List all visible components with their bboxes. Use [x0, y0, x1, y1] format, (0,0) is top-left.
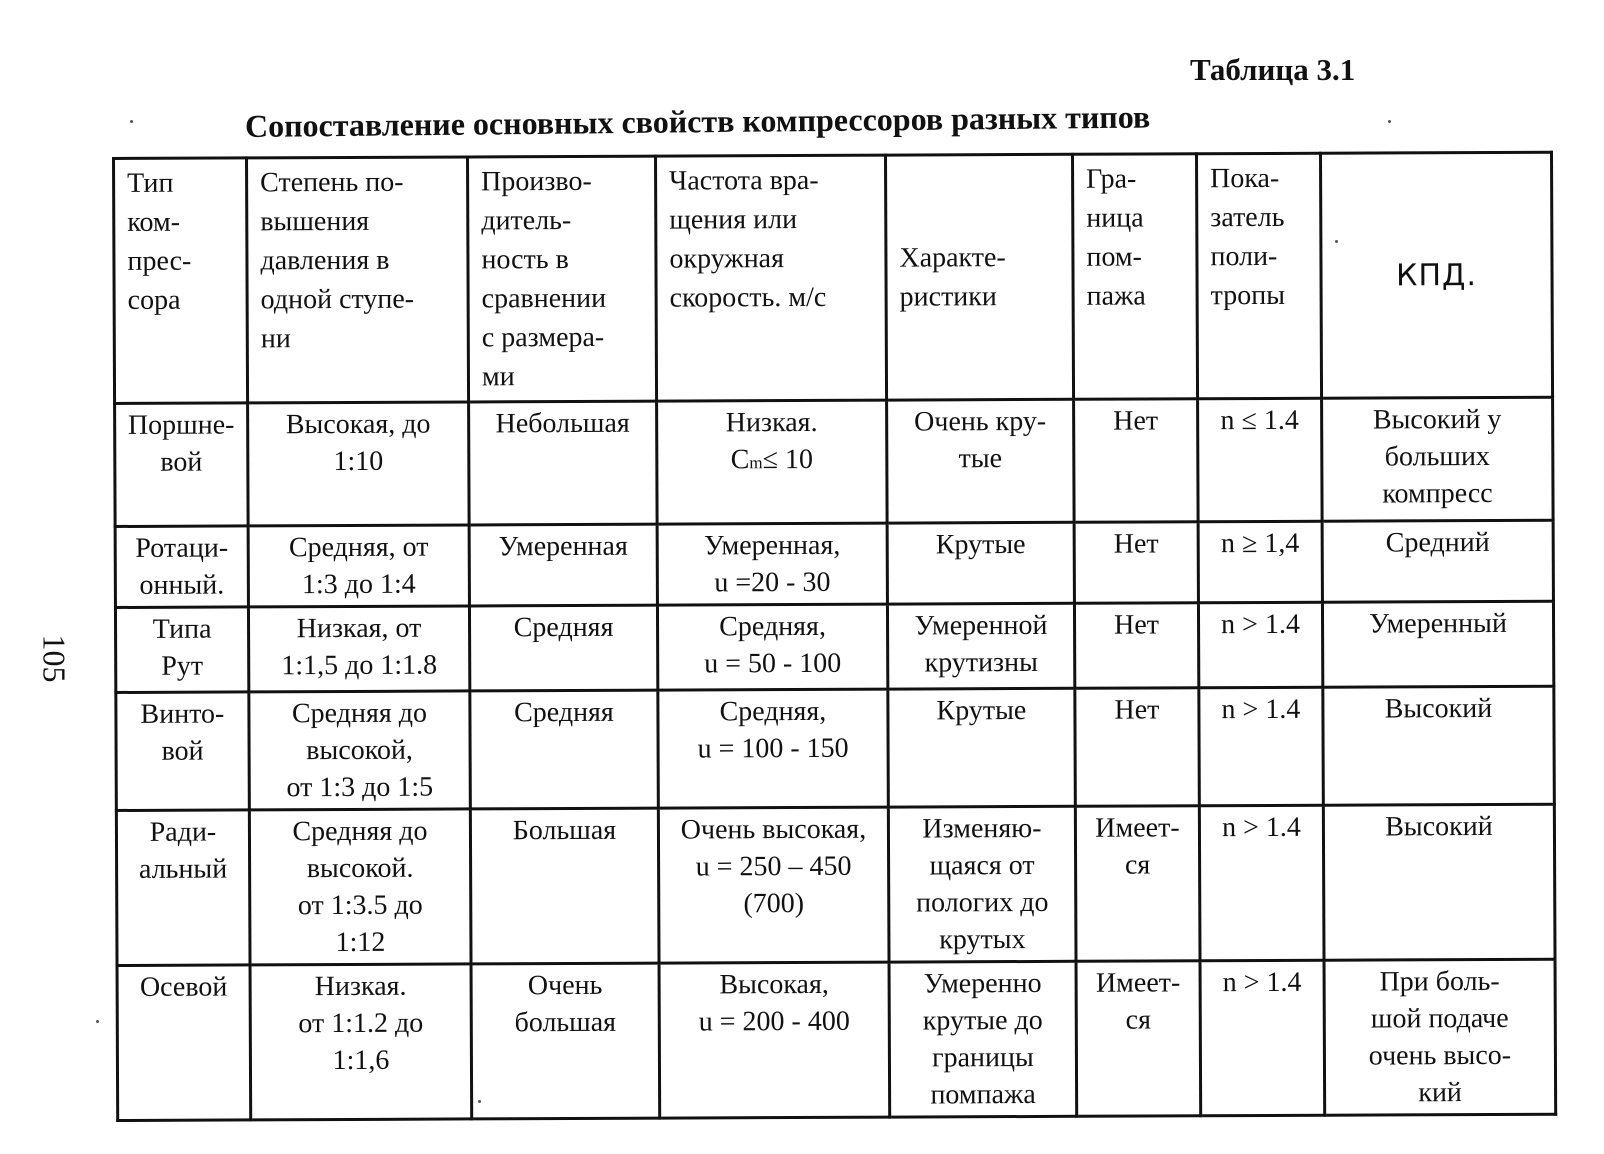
cell-surge-limit: Имеет- ся [1075, 806, 1200, 962]
cell-characteristics: Крутые [888, 688, 1076, 807]
table-row [115, 397, 1554, 526]
cell-polytropic-index: n > 1.4 [1199, 687, 1324, 806]
cell-polytropic-index: n > 1.4 [1199, 805, 1324, 961]
header-compressor-type: Тип ком- прес- сора [114, 158, 248, 404]
table-row [116, 804, 1555, 965]
cell-capacity: Очень большая [471, 963, 660, 1119]
cell-efficiency: Высокий у больших компресс [1322, 397, 1554, 521]
cell-characteristics: Очень кру- тые [887, 399, 1075, 523]
table-row [115, 520, 1553, 607]
cell-pressure-ratio: Низкая, от 1:1,5 до 1:1.8 [248, 606, 469, 692]
cell-type: Осевой [117, 965, 251, 1121]
scan-speck [130, 120, 133, 123]
cell-capacity: Небольшая [469, 401, 658, 525]
compressor-comparison-table [112, 151, 1557, 1122]
cell-type: Типа Рут [115, 607, 248, 693]
header-pressure-ratio: Степень по- вышения давления в одной ступе- ни [247, 157, 469, 403]
cell-speed: Очень высокая, u = 250 – 450 (700) [658, 807, 889, 963]
cell-surge-limit: Нет [1075, 688, 1200, 807]
cell-type: Поршне- вой [115, 403, 249, 527]
cell-efficiency: Высокий [1323, 804, 1555, 960]
cell-efficiency: Высокий [1323, 686, 1555, 805]
cell-characteristics: Умеренно крутые до границы помпажа [889, 961, 1077, 1117]
header-polytropic-index: Пока- затель поли- тропы [1196, 153, 1321, 399]
cell-polytropic-index: n > 1.4 [1198, 602, 1322, 688]
table-row [117, 959, 1556, 1120]
cell-characteristics: Крутые [887, 522, 1074, 604]
page-number: 105 [36, 634, 73, 683]
cell-surge-limit: Нет [1074, 399, 1199, 523]
speed-subscript: m [749, 453, 763, 473]
cell-polytropic-index: n > 1.4 [1200, 960, 1325, 1116]
speed-symbol: C [730, 444, 750, 476]
cell-polytropic-index: n ≤ 1.4 [1198, 398, 1323, 522]
header-efficiency: КПД. [1320, 152, 1552, 398]
table-row [115, 601, 1553, 692]
cell-capacity: Большая [470, 808, 659, 964]
cell-surge-limit: Нет [1074, 522, 1198, 604]
header-characteristics: Характе- ристики [885, 154, 1073, 400]
cell-efficiency: Умеренный [1322, 601, 1553, 687]
document-title: Сопоставление основных свойств компрессоров разных типов [244, 98, 1151, 144]
cell-speed: Высокая, u = 200 - 400 [659, 962, 890, 1118]
cell-speed: Умеренная, u =20 - 30 [657, 523, 887, 605]
header-capacity: Произво- дитель- ность в сравнении с размера- ми [468, 156, 657, 402]
cell-efficiency: При боль- шой подаче очень высо- кий [1324, 959, 1556, 1115]
cell-speed: Средняя, u = 50 - 100 [657, 604, 887, 690]
cell-pressure-ratio: Средняя, от 1:3 до 1:4 [248, 525, 469, 607]
cell-capacity: Средняя [470, 690, 659, 809]
cell-characteristics: Умеренной крутизны [887, 603, 1074, 689]
cell-pressure-ratio: Высокая, до 1:10 [248, 402, 470, 526]
table-row [116, 686, 1555, 810]
cell-capacity: Средняя [469, 605, 657, 691]
speed-formula [666, 441, 877, 482]
cell-type: Винто- вой [116, 692, 250, 811]
cell-capacity: Умеренная [469, 524, 657, 606]
cell-surge-limit: Нет [1074, 603, 1198, 689]
cell-characteristics: Изменяю- щаяся от пологих до крутых [888, 806, 1076, 962]
cell-polytropic-index: n ≥ 1,4 [1198, 521, 1322, 603]
cell-surge-limit: Имеет- ся [1076, 961, 1201, 1117]
cell-pressure-ratio: Низкая. от 1:1.2 до 1:1,6 [250, 964, 472, 1120]
scan-speck [96, 1020, 99, 1023]
speed-rest: ≤ 10 [762, 443, 814, 476]
cell-speed: Средняя, u = 100 - 150 [658, 689, 889, 808]
table-label: Таблица 3.1 [1190, 52, 1356, 87]
header-speed: Частота вра- щения или окружная скорость. м/с [656, 155, 887, 401]
table-header-row [114, 152, 1553, 403]
cell-type: Ротаци- онный. [115, 526, 248, 608]
cell-type: Ради- альный [116, 810, 250, 966]
speed-main: Низкая. [725, 406, 818, 439]
cell-pressure-ratio: Средняя до высокой, от 1:3 до 1:5 [249, 691, 471, 810]
cell-speed [657, 400, 888, 524]
scan-speck [1388, 120, 1391, 123]
header-surge-limit: Гра- ница пом- пажа [1072, 154, 1197, 400]
cell-efficiency: Средний [1322, 520, 1553, 602]
cell-pressure-ratio: Средняя до высокой. от 1:3.5 до 1:12 [249, 809, 471, 965]
